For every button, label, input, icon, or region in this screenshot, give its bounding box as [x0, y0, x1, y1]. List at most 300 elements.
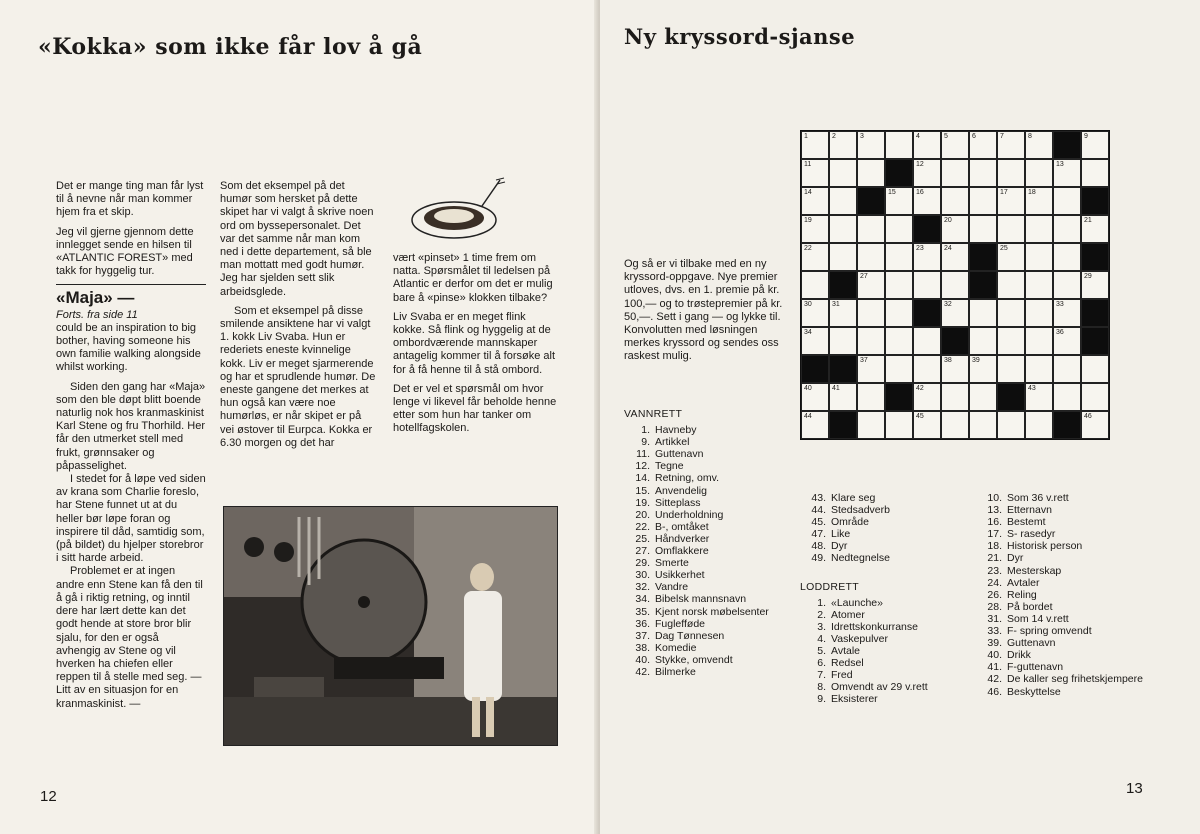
- crossword-cell[interactable]: [857, 355, 885, 383]
- paragraph: Som det eksempel på det humør som hersket på dette skipet har vi valgt å skrive noen ord om byssepersonalet. Det var det samme når man kom ned i dette departement, så ble man mottatt med godt humør. Jeg har sjelden sett slik arbeidsglede.: [220, 180, 374, 298]
- clue-text: Nedtegnelse: [831, 552, 890, 565]
- cell-number: 12: [916, 161, 924, 168]
- clue-item: [976, 625, 1146, 637]
- crossword-cell[interactable]: [857, 299, 885, 327]
- paragraph: Det er mange ting man får lyst til å nevne når man kommer hjem fra et skip.: [56, 180, 204, 219]
- cell-number: 23: [916, 245, 924, 252]
- crossword-cell[interactable]: [857, 159, 885, 187]
- clue-item: [624, 521, 794, 533]
- crossword-cell[interactable]: [829, 243, 857, 271]
- clue-number: 31.: [987, 612, 1002, 625]
- clue-number: 9.: [641, 436, 650, 449]
- clue-number: 36.: [635, 617, 650, 630]
- clue-item: [624, 606, 794, 618]
- clue-number: 33.: [987, 625, 1002, 638]
- clue-number: 45.: [811, 516, 826, 529]
- cell-number: 2: [832, 133, 836, 140]
- clues-vannrett-cont: [800, 492, 970, 706]
- crossword-cell[interactable]: [801, 411, 829, 439]
- clue-item: [624, 509, 794, 521]
- cell-number: 42: [916, 385, 924, 392]
- clue-number: 17.: [987, 528, 1002, 541]
- vannrett-list-a: [624, 424, 794, 678]
- crossword-cell[interactable]: [801, 271, 829, 299]
- clue-text: På bordet: [1007, 600, 1053, 613]
- crossword-cell[interactable]: [885, 299, 913, 327]
- crossword-cell[interactable]: [1053, 243, 1081, 271]
- clue-number: 15.: [635, 484, 650, 497]
- clue-text: Vaskepulver: [831, 632, 889, 645]
- crossword-cell[interactable]: [1025, 271, 1053, 299]
- crossword-cell[interactable]: [941, 243, 969, 271]
- clue-item: [800, 516, 970, 528]
- clue-item: [624, 654, 794, 666]
- clue-text: Retning, omv.: [655, 472, 719, 485]
- clue-item: [976, 649, 1146, 661]
- paragraph: Liv Svaba er en meget flink kokke. Så flink og hyggelig at de ombordværende mannskaper antagelig kommer til å forsøke alt for å få henne til å stå ombord.: [393, 310, 556, 376]
- clue-item: [800, 645, 970, 657]
- clue-text: Guttenavn: [1007, 637, 1056, 650]
- clues-loddrett-cont: [976, 492, 1146, 698]
- crossword-black-cell: [885, 383, 913, 411]
- clue-number: 46.: [987, 685, 1002, 698]
- col3-text: [393, 252, 558, 436]
- cell-number: 36: [1056, 329, 1064, 336]
- clue-text: Som 14 v.rett: [1007, 612, 1069, 625]
- cell-number: 14: [804, 189, 812, 196]
- clue-text: Bestemt: [1007, 516, 1046, 529]
- crossword-cell[interactable]: [969, 383, 997, 411]
- col2-text: [220, 180, 378, 450]
- cell-number: 33: [1056, 301, 1064, 308]
- crossword-cell[interactable]: [1081, 271, 1109, 299]
- cell-number: 22: [804, 245, 812, 252]
- crossword-cell[interactable]: [1081, 411, 1109, 439]
- clue-text: Klare seg: [831, 492, 876, 504]
- cell-number: 41: [832, 385, 840, 392]
- article-title-crossword: Ny kryssord-sjanse: [624, 24, 856, 49]
- crossword-cell[interactable]: [913, 131, 941, 159]
- crossword-cell[interactable]: [941, 271, 969, 299]
- crossword-cell[interactable]: [829, 131, 857, 159]
- crossword-cell[interactable]: [997, 327, 1025, 355]
- crossword-cell[interactable]: [857, 131, 885, 159]
- crossword-cell[interactable]: [997, 299, 1025, 327]
- clue-number: 1.: [641, 424, 650, 437]
- cell-number: 8: [1028, 133, 1032, 140]
- crossword-cell[interactable]: [997, 243, 1025, 271]
- clue-text: Drikk: [1007, 649, 1031, 662]
- divider: [56, 284, 206, 285]
- clue-number: 2.: [817, 608, 826, 621]
- crossword-cell[interactable]: [969, 159, 997, 187]
- crossword-cell[interactable]: [829, 159, 857, 187]
- cell-number: 40: [804, 385, 812, 392]
- crossword-cell[interactable]: [969, 411, 997, 439]
- crossword-cell[interactable]: [1053, 159, 1081, 187]
- clue-text: Historisk person: [1007, 540, 1083, 553]
- crossword-cell[interactable]: [1053, 299, 1081, 327]
- crossword-cell[interactable]: [969, 355, 997, 383]
- cell-number: 7: [1000, 133, 1004, 140]
- crossword-cell[interactable]: [1025, 243, 1053, 271]
- clue-item: [624, 618, 794, 630]
- crossword-cell[interactable]: [1053, 271, 1081, 299]
- column-3: [393, 252, 558, 442]
- clue-item: [624, 485, 794, 497]
- crossword-cell[interactable]: [941, 187, 969, 215]
- crossword-cell[interactable]: [997, 355, 1025, 383]
- crossword-cell[interactable]: [969, 187, 997, 215]
- clue-text: Fuglefføde: [655, 617, 706, 630]
- clue-item: [976, 589, 1146, 601]
- crossword-cell[interactable]: [913, 187, 941, 215]
- crossword-cell[interactable]: [1025, 215, 1053, 243]
- clue-text: Usikkerhet: [655, 569, 705, 582]
- clue-text: Dyr: [1007, 552, 1024, 565]
- crossword-cell[interactable]: [1025, 383, 1053, 411]
- clue-text: Avtale: [831, 645, 860, 658]
- crossword-cell[interactable]: [997, 159, 1025, 187]
- paragraph: Siden den gang har «Maja» som den ble døpt blitt boende naturlig nok hos kranmaskinist Karl Stene og fru Thorhild. Her får den utmerket stell med frukt, grønnsaker og påpasselighet.: [56, 380, 206, 472]
- loddrett-list-b: [976, 492, 1146, 698]
- crossword-cell[interactable]: [1025, 327, 1053, 355]
- clue-text: Som 36 v.rett: [1007, 492, 1069, 504]
- clue-text: Omflakkere: [655, 545, 709, 558]
- crossword-cell[interactable]: [801, 187, 829, 215]
- paragraph: Det er vel et spørsmål om hvor lenge vi likevel får beholde henne etter som hun har tanker om hotellfagskolen.: [393, 382, 557, 435]
- crossword-cell[interactable]: [941, 215, 969, 243]
- clue-text: Artikkel: [655, 436, 690, 449]
- clue-text: Bibelsk mannsnavn: [655, 593, 747, 606]
- paragraph: Problemet er at ingen andre enn Stene kan få den til å gå i riktig retning, og inntil dere har lært dette kan det godt hende at store bror blir sjalu, for den er også avhengig av Stene og vil hverken ha chiefen eller reppen til å stelle med seg. — Litt av en situasjon for en kranmaskinist. —: [56, 565, 203, 710]
- paragraph: vært «pinset» 1 time frem om natta. Spørsmålet til ledelsen på Atlantic er derfor om det er mulig bare å «pinse» klokken tilbake?: [393, 252, 553, 304]
- cell-number: 17: [1000, 189, 1008, 196]
- clue-text: Idrettskonkurranse: [831, 620, 918, 633]
- crossword-cell[interactable]: [1053, 355, 1081, 383]
- cell-number: 43: [1028, 385, 1036, 392]
- crossword-cell[interactable]: [997, 411, 1025, 439]
- crossword-cell[interactable]: [913, 411, 941, 439]
- clue-text: Underholdning: [655, 508, 724, 521]
- crossword-cell[interactable]: [829, 187, 857, 215]
- maja-continued-note: Forts. fra side 11: [56, 308, 138, 321]
- clue-text: F- spring omvendt: [1007, 625, 1092, 638]
- clue-item: [624, 533, 794, 545]
- crossword-black-cell: [913, 299, 941, 327]
- clue-text: Like: [831, 528, 851, 541]
- clue-item: [624, 497, 794, 509]
- clue-item: [624, 436, 794, 448]
- crossword-cell[interactable]: [885, 187, 913, 215]
- cell-number: 46: [1084, 413, 1092, 420]
- crossword-cell[interactable]: [857, 243, 885, 271]
- crossword-cell[interactable]: [1053, 327, 1081, 355]
- cell-number: 18: [1028, 189, 1036, 196]
- crossword-cell[interactable]: [885, 215, 913, 243]
- clue-text: Dag Tønnesen: [655, 629, 725, 642]
- clue-number: 13.: [987, 504, 1002, 517]
- cell-number: 32: [944, 301, 952, 308]
- clue-item: [800, 693, 970, 705]
- clue-text: B-, omtåket: [655, 520, 709, 533]
- clue-number: 5.: [817, 645, 826, 658]
- clue-item: [976, 601, 1146, 613]
- clue-number: 32.: [635, 581, 650, 594]
- clue-number: 6.: [817, 657, 826, 670]
- clue-number: 14.: [635, 472, 650, 485]
- clue-item: [800, 609, 970, 621]
- crossword-cell[interactable]: [941, 159, 969, 187]
- clue-item: [624, 424, 794, 436]
- crossword-cell[interactable]: [885, 131, 913, 159]
- clue-text: Atomer: [831, 608, 865, 621]
- crossword-cell[interactable]: [1081, 215, 1109, 243]
- clue-number: 26.: [987, 588, 1002, 601]
- clue-item: [976, 504, 1146, 516]
- clue-number: 21.: [987, 552, 1002, 565]
- clue-item: [624, 569, 794, 581]
- clue-text: Omvendt av 29 v.rett: [831, 681, 928, 694]
- article-title-kokka: «Kokka» som ikke får lov å gå: [38, 34, 423, 60]
- clues-vannrett: [624, 408, 794, 678]
- crossword-cell[interactable]: [913, 243, 941, 271]
- clue-number: 47.: [811, 528, 826, 541]
- clue-text: Dyr: [831, 540, 848, 553]
- crossword-cell[interactable]: [1025, 187, 1053, 215]
- crossword-black-cell: [1053, 411, 1081, 439]
- crossword-cell[interactable]: [801, 383, 829, 411]
- crossword-cell[interactable]: [801, 327, 829, 355]
- clue-item: [976, 637, 1146, 649]
- crossword-cell[interactable]: [885, 355, 913, 383]
- crossword-intro: Og så er vi tilbake med en ny kryssord-oppgave. Nye premier utloves, dvs. en 1. premie på kr. 100,— og to trøstepremier på kr. 50,—. Sett i gang — og lykke til. Konvolutten med løsningen merkes kryssord og sendes oss raskest mulig.: [624, 258, 783, 363]
- clue-text: Redsel: [831, 657, 864, 670]
- crossword-cell[interactable]: [997, 131, 1025, 159]
- clue-number: 44.: [811, 504, 826, 517]
- clue-number: 8.: [817, 681, 826, 694]
- crossword-black-cell: [829, 411, 857, 439]
- clue-text: Reling: [1007, 588, 1037, 601]
- cell-number: 31: [832, 301, 840, 308]
- crossword-black-cell: [857, 187, 885, 215]
- column-1: [56, 180, 206, 711]
- clue-number: 29.: [635, 557, 650, 570]
- clue-number: 30.: [635, 569, 650, 582]
- cell-number: 16: [916, 189, 924, 196]
- clue-text: Sitteplass: [655, 496, 701, 509]
- crossword-cell[interactable]: [913, 355, 941, 383]
- page-number-right: 13: [1126, 780, 1143, 797]
- clue-item: [624, 581, 794, 593]
- crossword-cell[interactable]: [941, 299, 969, 327]
- crossword-cell[interactable]: [801, 215, 829, 243]
- clue-text: S- rasedyr: [1007, 528, 1056, 541]
- crossword-cell[interactable]: [1025, 131, 1053, 159]
- clue-text: Fred: [831, 669, 853, 682]
- crossword-black-cell: [1081, 187, 1109, 215]
- clue-item: [976, 516, 1146, 528]
- crossword-grid[interactable]: [800, 130, 1110, 440]
- crossword-cell[interactable]: [941, 383, 969, 411]
- cell-number: 34: [804, 329, 812, 336]
- crossword-cell[interactable]: [913, 383, 941, 411]
- clue-number: 1.: [817, 596, 826, 609]
- clue-number: 34.: [635, 593, 650, 606]
- clue-text: Stedsadverb: [831, 504, 890, 517]
- crossword-cell[interactable]: [1025, 355, 1053, 383]
- crossword-cell[interactable]: [969, 131, 997, 159]
- clue-number: 40.: [635, 653, 650, 666]
- crossword-black-cell: [997, 383, 1025, 411]
- cell-number: 37: [860, 357, 868, 364]
- clue-number: 27.: [635, 545, 650, 558]
- clue-number: 16.: [987, 516, 1002, 529]
- clue-item: [976, 661, 1146, 673]
- clue-item: [800, 528, 970, 540]
- clue-number: 40.: [987, 649, 1002, 662]
- crossword-cell[interactable]: [801, 299, 829, 327]
- loddrett-list-a: [800, 597, 970, 706]
- clue-number: 12.: [635, 460, 650, 473]
- clue-item: [976, 577, 1146, 589]
- clue-text: Komedie: [655, 641, 697, 654]
- cell-number: 20: [944, 217, 952, 224]
- clue-number: 11.: [636, 448, 650, 461]
- clue-item: [976, 552, 1146, 564]
- cell-number: 24: [944, 245, 952, 252]
- crossword-cell[interactable]: [997, 271, 1025, 299]
- crossword-cell[interactable]: [801, 243, 829, 271]
- crossword-cell[interactable]: [801, 159, 829, 187]
- crossword-black-cell: [969, 271, 997, 299]
- paragraph: could be an inspiration to big bother, having someone his own familie walking alongside whilst working.: [56, 321, 201, 374]
- crossword-cell[interactable]: [1053, 383, 1081, 411]
- crossword-cell[interactable]: [941, 355, 969, 383]
- crossword-cell[interactable]: [885, 327, 913, 355]
- clue-item: [800, 669, 970, 681]
- clue-text: Guttenavn: [655, 448, 704, 461]
- clue-number: 28.: [987, 600, 1002, 613]
- clue-item: [624, 630, 794, 642]
- crossword-cell[interactable]: [1081, 131, 1109, 159]
- clue-item: [624, 593, 794, 605]
- clue-number: 20.: [635, 508, 650, 521]
- col1-text: [56, 180, 206, 278]
- crossword-cell[interactable]: [913, 271, 941, 299]
- crossword-black-cell: [1053, 131, 1081, 159]
- clue-item: [976, 528, 1146, 540]
- crossword-cell[interactable]: [1025, 411, 1053, 439]
- cell-number: 9: [1084, 133, 1088, 140]
- paragraph: Jeg vil gjerne gjennom dette innlegget sende en hilsen til «ATLANTIC FOREST» med takk for hyggelig tur.: [56, 225, 194, 278]
- clue-text: Område: [831, 516, 869, 529]
- crossword-cell[interactable]: [857, 215, 885, 243]
- clue-number: 48.: [811, 540, 826, 553]
- clue-number: 25.: [635, 532, 650, 545]
- crossword-cell[interactable]: [997, 215, 1025, 243]
- crossword-cell[interactable]: [801, 131, 829, 159]
- clue-item: [976, 492, 1146, 504]
- crossword-cell[interactable]: [829, 299, 857, 327]
- cell-number: 1: [804, 133, 808, 140]
- clue-number: 3.: [817, 620, 826, 633]
- crossword-cell[interactable]: [829, 383, 857, 411]
- clue-number: 7.: [817, 669, 826, 682]
- crossword-cell[interactable]: [1053, 215, 1081, 243]
- clue-number: 42.: [987, 673, 1002, 686]
- crossword-cell[interactable]: [1025, 299, 1053, 327]
- crossword-cell[interactable]: [997, 187, 1025, 215]
- crossword-cell[interactable]: [857, 271, 885, 299]
- clue-text: Vandre: [655, 581, 689, 594]
- crossword-cell[interactable]: [941, 131, 969, 159]
- crossword-cell[interactable]: [969, 215, 997, 243]
- clue-item: [624, 557, 794, 569]
- clue-number: 19.: [635, 496, 650, 509]
- clue-text: Tegne: [655, 460, 684, 473]
- crossword-cell[interactable]: [969, 299, 997, 327]
- crossword-cell[interactable]: [1053, 187, 1081, 215]
- clue-item: [800, 633, 970, 645]
- crossword-cell[interactable]: [1081, 355, 1109, 383]
- crossword-cell[interactable]: [829, 215, 857, 243]
- cell-number: 38: [944, 357, 952, 364]
- vannrett-heading: VANNRETT: [624, 408, 683, 420]
- crossword-cell[interactable]: [885, 271, 913, 299]
- crossword-cell[interactable]: [913, 159, 941, 187]
- crossword-cell[interactable]: [857, 383, 885, 411]
- clue-item: [976, 673, 1146, 685]
- crossword-cell[interactable]: [885, 411, 913, 439]
- crossword-cell[interactable]: [913, 327, 941, 355]
- clue-item: [976, 540, 1146, 552]
- crossword-cell[interactable]: [857, 411, 885, 439]
- cell-number: 19: [804, 217, 812, 224]
- clue-text: Mesterskap: [1007, 564, 1062, 577]
- clue-number: 41.: [987, 661, 1002, 674]
- clue-text: Etternavn: [1007, 504, 1052, 517]
- galley-photo: [223, 506, 558, 746]
- cell-number: 13: [1056, 161, 1064, 168]
- plate-illustration: [404, 176, 508, 246]
- crossword-cell[interactable]: [969, 327, 997, 355]
- crossword-cell[interactable]: [1081, 159, 1109, 187]
- cell-number: 15: [888, 189, 896, 196]
- clue-text: De kaller seg frihetskjempere: [1007, 673, 1143, 686]
- clue-item: [800, 540, 970, 552]
- crossword-cell[interactable]: [1081, 383, 1109, 411]
- crossword-cell[interactable]: [941, 411, 969, 439]
- clue-text: Smerte: [655, 557, 689, 570]
- crossword-cell[interactable]: [829, 327, 857, 355]
- cell-number: 29: [1084, 273, 1092, 280]
- clue-number: 43.: [811, 492, 826, 504]
- clue-item: [800, 657, 970, 669]
- clue-text: Eksisterer: [831, 693, 878, 706]
- clue-number: 18.: [987, 540, 1002, 553]
- clue-item: [800, 597, 970, 609]
- left-page: [0, 0, 597, 834]
- crossword-cell[interactable]: [857, 327, 885, 355]
- clue-text: F-guttenavn: [1007, 661, 1064, 674]
- crossword-black-cell: [1081, 299, 1109, 327]
- cell-number: 39: [972, 357, 980, 364]
- crossword-cell[interactable]: [885, 243, 913, 271]
- crossword-cell[interactable]: [1025, 159, 1053, 187]
- clue-number: 42.: [635, 665, 650, 678]
- clue-item: [624, 472, 794, 484]
